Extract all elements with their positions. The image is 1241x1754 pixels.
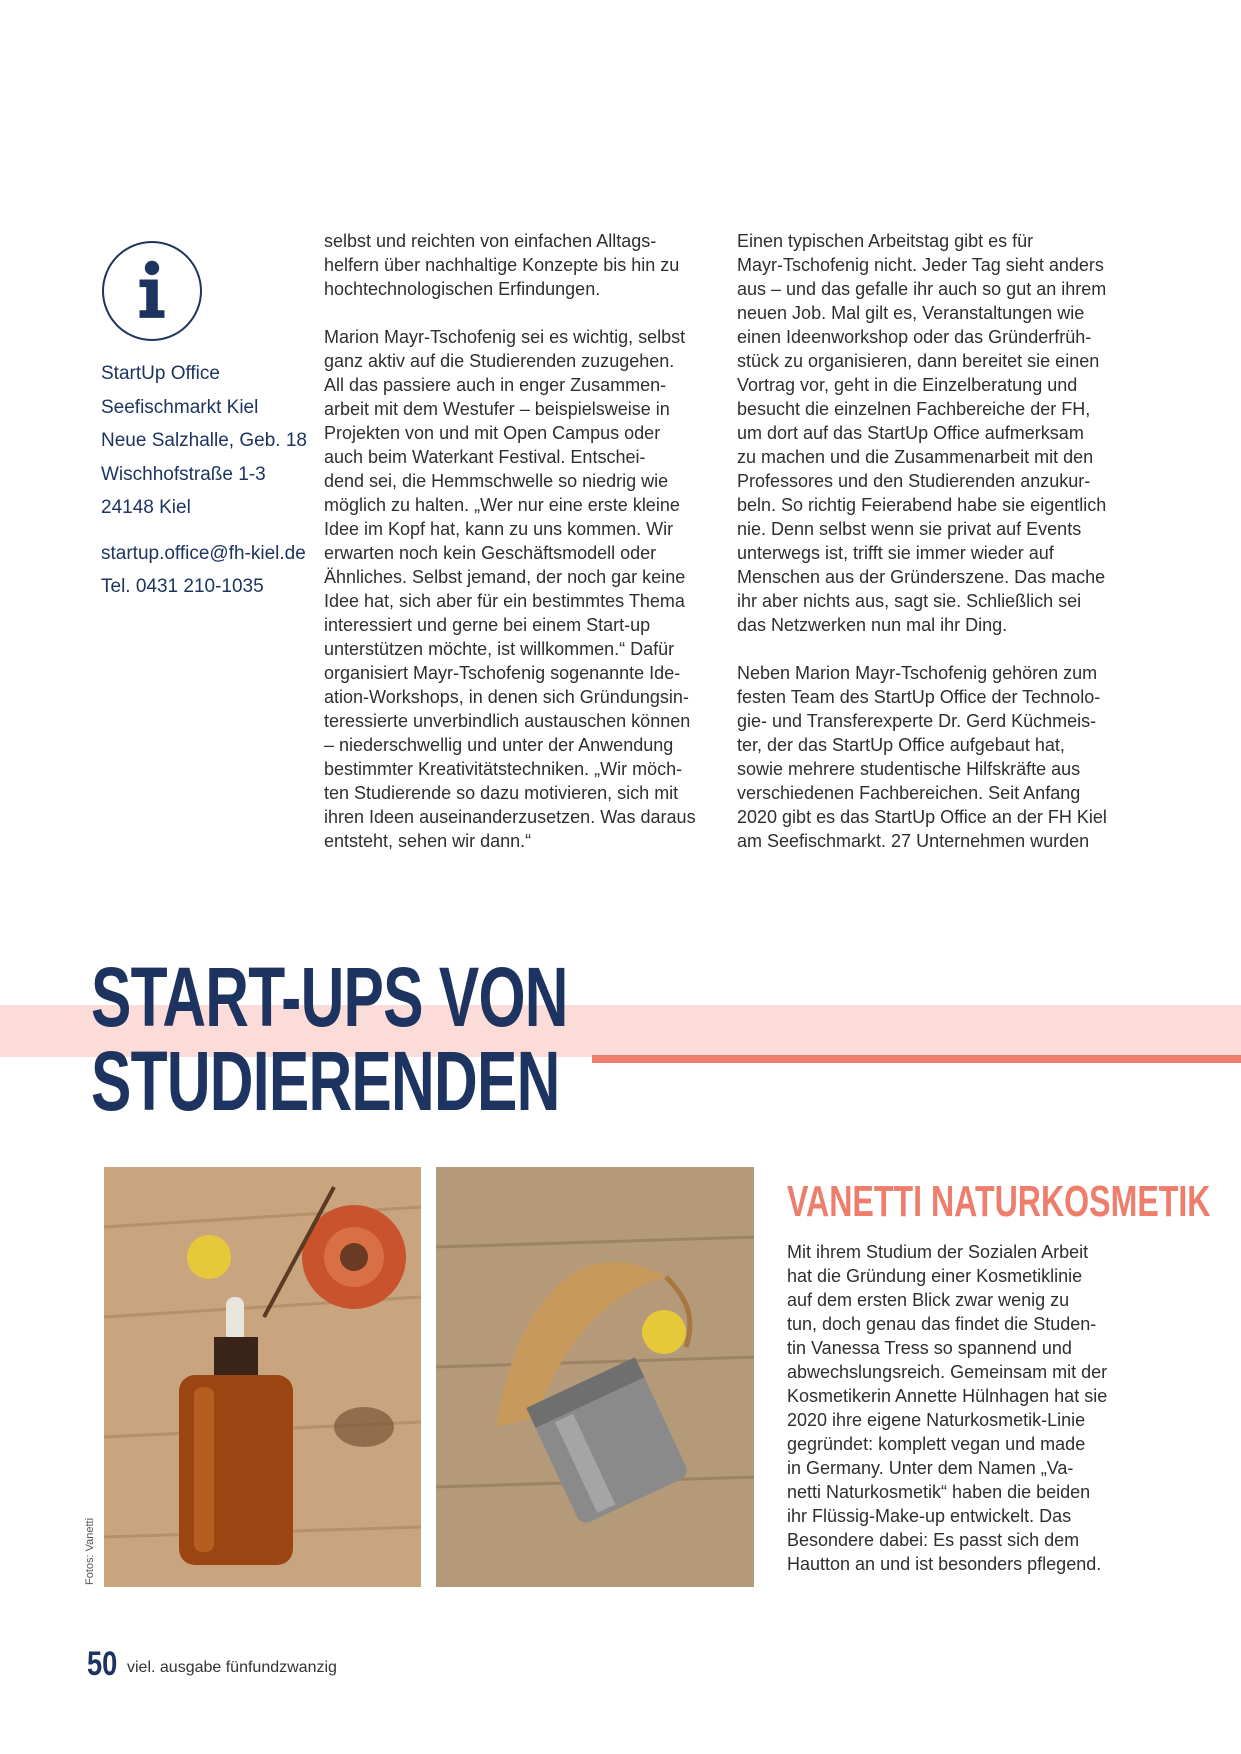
info-icon [102,241,202,341]
phone-number: Tel. 0431 210-1035 [101,576,264,597]
text-line: das Netzwerken nun mal ihr Ding. [737,615,1008,635]
headline-accent-line [592,1055,1241,1063]
text-line: aus – und das gefalle ihr auch so gut an ihrem [737,279,1107,299]
text-line: Idee hat, sich aber für ein bestimmtes Thema [324,591,685,611]
text-line: einen Ideenworkshop oder das Gründerfrüh- [737,327,1092,347]
text-line: gie- und Transferexperte Dr. Gerd Küchmeis- [737,711,1097,731]
text-line: in Germany. Unter dem Namen „Va- [787,1458,1074,1478]
text-line: – niederschwellig und unter der Anwendung [324,735,674,755]
address-line: Neue Salzhalle, Geb. 18 [101,430,307,451]
text-line: dend sei, die Hemmschwelle so niedrig wie [324,471,669,491]
text-line: abwechslungsreich. Gemeinsam mit der [787,1362,1108,1382]
text-line: organisiert Mayr-Tschofenig sogenannte Ide- [324,663,681,683]
text-line: 2020 ihre eigene Naturkosmetik-Linie [787,1410,1086,1430]
text-line: unterwegs ist, trifft sie immer wieder auf [737,543,1054,563]
text-line: ganz aktiv auf die Studierenden zuzugehen. [324,351,675,371]
text-line: ter, der das StartUp Office aufgebaut hat, [737,735,1065,755]
email-link[interactable]: startup.office@fh-kiel.de [101,542,306,564]
text-line: auch beim Waterkant Festival. Entschei- [324,447,646,467]
text-line: Mayr-Tschofenig nicht. Jeder Tag sieht anders [737,255,1104,275]
text-line: selbst und reichten von einfachen Alltags- [324,231,657,251]
address-line: 24148 Kiel [101,497,191,518]
text-line: zu machen und die Zusammenarbeit mit den [737,447,1094,467]
text-line: hat die Gründung einer Kosmetiklinie [787,1266,1083,1286]
text-line: erwarten noch kein Geschäftsmodell oder [324,543,657,563]
text-line: möglich zu halten. „Wer nur eine erste kleine [324,495,680,515]
text-line: Neben Marion Mayr-Tschofenig gehören zum [737,663,1098,683]
text-line: Professores und den Studierenden anzukur- [737,471,1091,491]
text-line: helfern über nachhaltige Konzepte bis hin zu [324,255,680,275]
text-line: unterstützen möchte, ist willkommen.“ Dafür [324,639,675,659]
article-column-2 [737,229,1117,853]
text-line: Einen typischen Arbeitstag gibt es für [737,231,1034,251]
text-line: Menschen aus der Gründerszene. Das mache [737,567,1106,587]
text-line: ihren Ideen auseinanderzusetzen. Was daraus [324,807,696,827]
text-line: ation-Workshops, in denen sich Gründungsin- [324,687,689,707]
text-line: sowie mehrere studentische Hilfskräfte aus [737,759,1081,779]
page-number: 50 [87,1645,118,1683]
text-line: stück zu organisieren, dann bereitet sie einen [737,351,1100,371]
text-line: tin Vanessa Tress so spannend und [787,1338,1072,1358]
text-line: besucht die einzelnen Fachbereiche der FH, [737,399,1091,419]
text-line: Mit ihrem Studium der Sozialen Arbeit [787,1242,1089,1262]
text-line: am Seefischmarkt. 27 Unternehmen wurden [737,831,1090,851]
product-photo-bottle [104,1167,421,1587]
article-column-1 [324,229,704,853]
text-line: entsteht, sehen wir dann.“ [324,831,532,851]
text-line: Idee im Kopf hat, kann zu uns kommen. Wir [324,519,674,539]
text-line: teressierte unverbindlich austauschen können [324,711,691,731]
text-line: Kosmetikerin Annette Hülnhagen hat sie [787,1386,1108,1406]
vanetti-text [787,1240,1147,1576]
text-line: ihr aber nichts aus, sagt sie. Schließlich sei [737,591,1082,611]
text-line: bestimmter Kreativitätstechniken. „Wir möch- [324,759,683,779]
address-line: Seefischmarkt Kiel [101,396,259,418]
text-line: Ähnliches. Selbst jemand, der noch gar keine [324,567,686,587]
vanetti-title: VANETTI NATURKOSMETIK [787,1177,1211,1226]
text-line: 2020 gibt es das StartUp Office an der FH Kiel [737,807,1107,827]
text-line: Besondere dabei: Es passt sich dem [787,1530,1080,1550]
address-line: Wischhofstraße 1-3 [101,463,266,485]
text-line: netti Naturkosmetik“ haben die beiden [787,1482,1091,1502]
paragraph-gap [737,637,1117,661]
paragraph-gap [324,301,704,325]
text-line: interessiert und gerne bei einem Start-up [324,615,651,635]
contact-sidebar [101,357,307,604]
headline-line-1: START-UPS VON [91,950,568,1044]
text-line: verschiedenen Fachbereichen. Seit Anfang [737,783,1081,803]
text-line: um dort auf das StartUp Office aufmerksam [737,423,1084,443]
photo-credit: Fotos: Vanetti [84,1517,96,1585]
headline-line-2: STUDIERENDEN [91,1034,560,1128]
text-line: auf dem ersten Blick zwar wenig zu [787,1290,1070,1310]
text-line: neuen Job. Mal gilt es, Veranstaltungen wie [737,303,1085,323]
text-line: ten Studierende so dazu motivieren, sich mit [324,783,679,803]
text-line: gegründet: komplett vegan und made [787,1434,1086,1454]
text-line: festen Team des StartUp Office der Technolo- [737,687,1101,707]
text-line: Vortrag vor, geht in die Einzelberatung und [737,375,1078,395]
office-name: StartUp Office [101,363,220,384]
section-headline [91,950,568,1128]
text-line: arbeit mit dem Westufer – beispielsweise in [324,399,670,419]
text-line: tun, doch genau das findet die Studen- [787,1314,1097,1334]
publication-name: viel. ausgabe fünfundzwanzig [127,1659,337,1676]
product-photo-tin [436,1167,754,1587]
text-line: nie. Denn selbst wenn sie privat auf Events [737,519,1082,539]
text-line: Projekten von und mit Open Campus oder [324,423,661,443]
text-line: Marion Mayr-Tschofenig sei es wichtig, selbst [324,327,686,347]
text-line: ihr Flüssig-Make-up entwickelt. Das [787,1506,1072,1526]
text-line: Hautton an und ist besonders pflegend. [787,1554,1102,1574]
text-line: hochtechnologischen Erfindungen. [324,279,601,299]
text-line: beln. So richtig Feierabend habe sie eigentlich [737,495,1107,515]
text-line: All das passiere auch in enger Zusammen- [324,375,667,395]
